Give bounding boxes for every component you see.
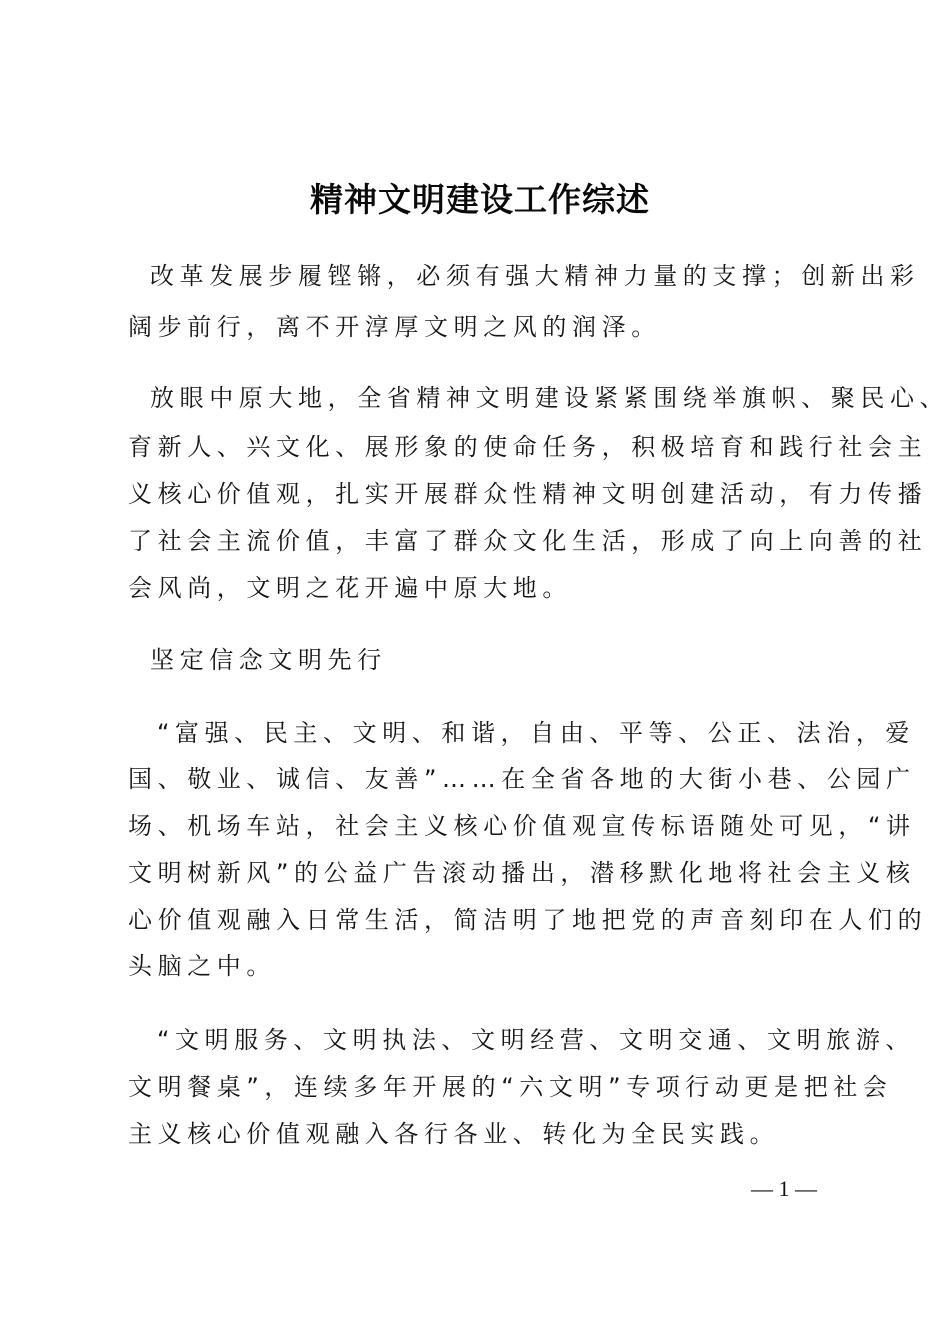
subheading-text: 坚定信念文明先行 <box>150 646 387 674</box>
text-line: 了社会主流价值，丰富了群众文化生活，形成了向上向善的社 <box>128 527 928 555</box>
text-line: 国、敬业、诚信、友善”……在全省各地的大街小巷、公园广 <box>128 765 916 793</box>
text-line: 文明树新风”的公益广告滚动播出，潜移默化地将社会主义核 <box>128 859 916 887</box>
text-line: 心价值观融入日常生活，简洁明了地把党的声音刻印在人们的 <box>128 906 928 934</box>
text-line: “富强、民主、文明、和谐，自由、平等、公正、法治，爱 <box>157 719 916 747</box>
text-line: 育新人、兴文化、展形象的使命任务，积极培育和践行社会主 <box>128 433 928 461</box>
text-line: 头脑之中。 <box>128 952 276 980</box>
text-line: 场、机场车站，社会主义核心价值观宣传标语随处可见，“讲 <box>128 812 916 840</box>
text-line: 放眼中原大地，全省精神文明建设紧紧围绕举旗帜、聚民心、 <box>150 384 950 412</box>
page-number: — 1 — <box>751 1176 817 1201</box>
text-line: “文明服务、文明执法、文明经营、文明交通、文明旅游、 <box>157 1026 916 1054</box>
document-title: 精神文明建设工作综述 <box>310 180 650 219</box>
text-line: 阔步前行，离不开淳厚文明之风的润泽。 <box>128 313 661 341</box>
text-line: 主义核心价值观融入各行各业、转化为全民实践。 <box>128 1120 780 1148</box>
text-line: 义核心价值观，扎实开展群众性精神文明创建活动，有力传播 <box>128 480 928 508</box>
text-line: 改革发展步履铿锵，必须有强大精神力量的支撑；创新出彩 <box>150 262 920 290</box>
text-line: 会风尚，文明之花开遍中原大地。 <box>128 574 572 602</box>
text-line: 文明餐桌”，连续多年开展的“六文明”专项行动更是把社会 <box>128 1073 893 1101</box>
